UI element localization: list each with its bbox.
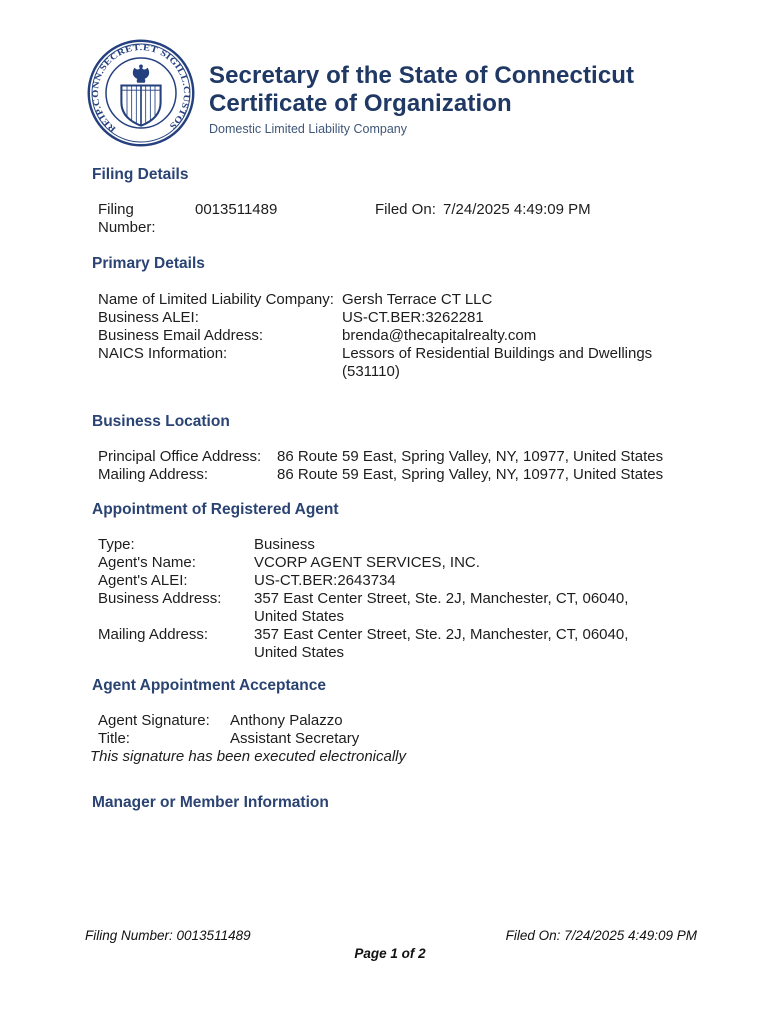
field-label: Title: xyxy=(98,730,130,747)
document-header xyxy=(0,0,780,149)
detail-row xyxy=(98,572,720,590)
page-title-line2: Certificate of Organization xyxy=(209,90,512,117)
section-heading-registered-agent: Appointment of Registered Agent xyxy=(92,501,339,518)
document-body xyxy=(0,166,780,812)
filing-details-rows xyxy=(92,201,720,237)
field-label: Agent's Name: xyxy=(98,554,196,571)
field-label: NAICS Information: xyxy=(98,345,228,362)
field-value: brenda@thecapitalrealty.com xyxy=(342,327,537,344)
primary-details-rows xyxy=(92,291,720,381)
field-label: Mailing Address: xyxy=(98,626,209,643)
detail-row xyxy=(98,448,720,466)
field-label: Agent's ALEI: xyxy=(98,572,188,589)
section-heading-business-location: Business Location xyxy=(92,413,230,430)
footer-filed-on: Filed On: 7/24/2025 4:49:09 PM xyxy=(505,928,697,943)
detail-row xyxy=(98,309,720,327)
field-label: Mailing Address: xyxy=(98,466,209,483)
field-label: Business ALEI: xyxy=(98,309,199,326)
page-footer xyxy=(85,928,697,943)
section-heading-manager-member: Manager or Member Information xyxy=(92,794,329,811)
agent-acceptance-rows xyxy=(92,712,720,766)
detail-row xyxy=(98,626,720,662)
field-value: 86 Route 59 East, Spring Valley, NY, 10977, United States xyxy=(277,448,664,465)
business-location-rows xyxy=(92,448,720,484)
field-value: US-CT.BER:3262281 xyxy=(342,309,484,326)
detail-row xyxy=(98,466,720,484)
field-value: Assistant Secretary xyxy=(230,730,360,747)
field-label: Principal Office Address: xyxy=(98,448,262,465)
field-value: 357 East Center Street, Ste. 2J, Manchester, CT, 06040, United States xyxy=(254,590,629,625)
detail-row xyxy=(98,712,720,730)
detail-row xyxy=(98,554,720,572)
detail-row xyxy=(98,327,720,345)
seal-shield-hatching xyxy=(121,86,160,126)
ct-state-seal-icon xyxy=(85,37,197,149)
field-label: Type: xyxy=(98,536,135,553)
filing-number-value: 0013511489 xyxy=(195,201,278,218)
field-value: Gersh Terrace CT LLC xyxy=(342,291,493,308)
field-value: VCORP AGENT SERVICES, INC. xyxy=(254,554,480,571)
field-value: 357 East Center Street, Ste. 2J, Manchester, CT, 06040, United States xyxy=(254,626,629,661)
seal-inscription: REIP.CONN.SECRET.ET SIGILL.CUSTOS xyxy=(90,42,193,135)
field-value: Anthony Palazzo xyxy=(230,712,343,729)
registered-agent-rows xyxy=(92,536,720,662)
detail-row xyxy=(98,345,720,381)
filed-on-value: 7/24/2025 4:49:09 PM xyxy=(443,201,591,218)
detail-row xyxy=(98,291,720,309)
section-heading-agent-acceptance: Agent Appointment Acceptance xyxy=(92,677,326,694)
field-value: Business xyxy=(254,536,315,553)
electronic-signature-note: This signature has been executed electronically xyxy=(90,748,407,765)
field-value: US-CT.BER:2643734 xyxy=(254,572,396,589)
field-value: Lessors of Residential Buildings and Dwellings (531110) xyxy=(342,345,653,380)
detail-row xyxy=(98,590,720,626)
detail-row xyxy=(98,536,720,554)
detail-row xyxy=(98,730,720,748)
field-label: Name of Limited Liability Company: xyxy=(98,291,334,308)
field-label: Agent Signature: xyxy=(98,712,210,729)
section-heading-primary-details: Primary Details xyxy=(92,255,205,272)
filing-number-label: Filing Number: xyxy=(98,201,156,236)
field-label: Business Address: xyxy=(98,590,222,607)
page-title-line1: Secretary of the State of Connecticut xyxy=(209,62,635,89)
section-heading-filing-details: Filing Details xyxy=(92,166,189,183)
seal-eagle-crest xyxy=(133,65,149,83)
header-titles xyxy=(209,37,634,136)
field-label: Business Email Address: xyxy=(98,327,264,344)
footer-filing-number: Filing Number: 0013511489 xyxy=(85,928,251,943)
filed-on-label: Filed On: xyxy=(375,201,436,218)
field-value: 86 Route 59 East, Spring Valley, NY, 10977, United States xyxy=(277,466,664,483)
filing-details-row xyxy=(98,201,720,237)
page-subtitle: Domestic Limited Liability Company xyxy=(209,122,407,136)
page-number: Page 1 of 2 xyxy=(354,946,426,961)
